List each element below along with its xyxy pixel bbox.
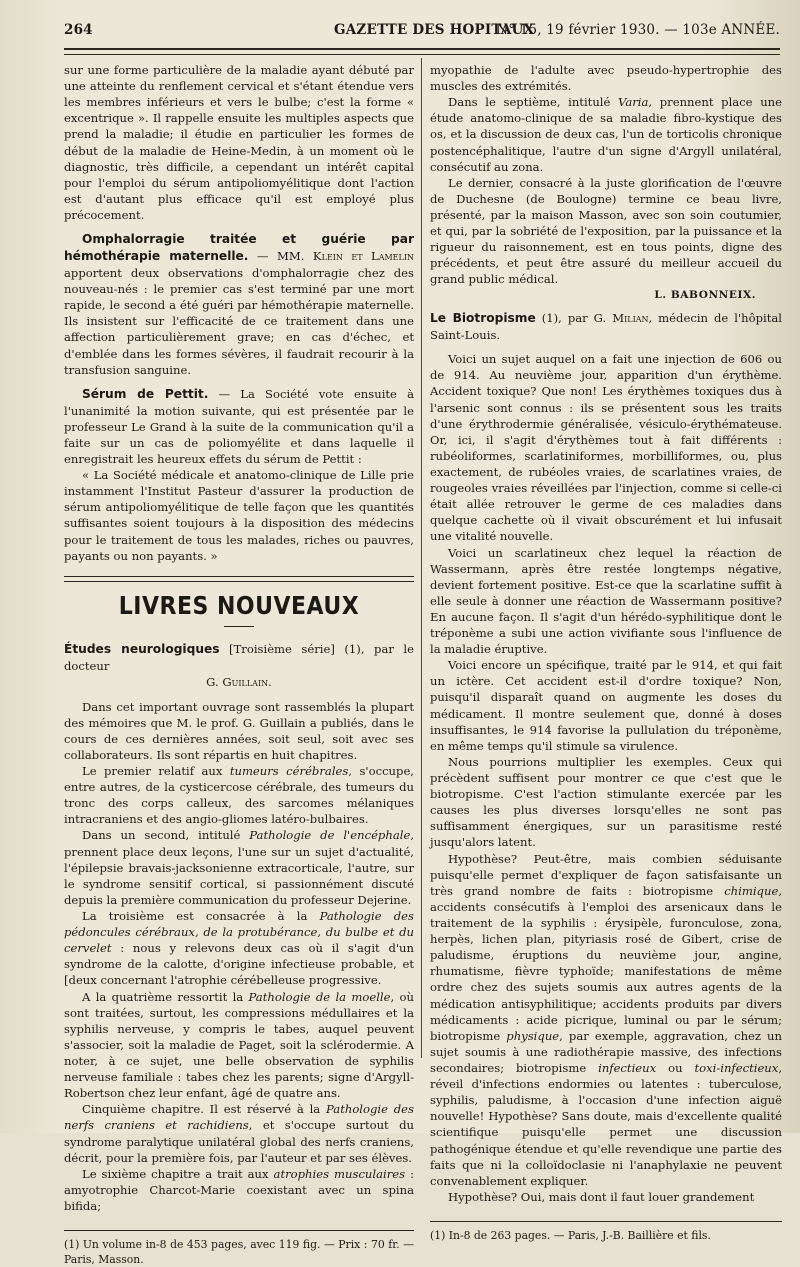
footnote: (1) Un volume in-8 de 453 pages, avec 119 fig. — Prix : 70 fr. — Paris, Masson. [64,1238,414,1267]
quote-paragraph: « La Société médicale et anatomo-clinique de Lille prie instamment l'Institut Pasteur d'assurer la production de sérum antipoliomyélitique de telle façon que les quantités suffisantes soient toujours à la disposition des médecins pour le traitement de tous les malades, riches ou pauvres, payants ou non payants. » [64,468,414,563]
paragraph: sur une forme particulière de la maladie ayant débuté par une atteinte du renflement cervical et s'étant étendue vers les membres inférieurs et vers le bulbe; c'est la forme « excentrique ». Il rappelle ensuite les multiples aspects que prend la maladie; il étudie en particulier les formes de début de la maladie de Heine-Medin, à un moment où le diagnostic, très difficile, a cependant un intérêt capital pour l'emploi du sérum antipoliomyélitique dont l'action est d'autant plus efficace qu'il est employé plus précocement. [64,63,414,222]
section-title: Omphalorragie traitée et guérie par hémothérapie maternelle. [64,232,414,264]
section-serum-pettit: Sérum de Pettit. — La Société vote ensuite à l'unanimité la motion suivante, qui est présentée par le professeur Le Grand à la suite de la communication qu'il a faite sur un cas de poliomyélite et dans laquelle il enregistrait les heureux effets du sérum de Pettit : [64,386,414,467]
paragraph: La troisième est consacrée à la Pathologie des pédoncules cérébraux, de la protubérance, du bulbe et du cervelet : nous y relevons deux cas où il s'agit d'un syndrome de la calotte, d'origine infectieuse probable, et [deux concernant l'atrophie cérébelleuse progressive. [64,908,414,988]
book-author: Milian [612,311,649,326]
paragraph: myopathie de l'adulte avec pseudo-hypertrophie des muscles des extrémités. [430,63,782,94]
column-separator [421,58,422,1058]
paragraph: Cinquième chapitre. Il est réservé à la Pathologie des nerfs craniens et rachidiens, et s'occupe surtout du syndrome paralytique unilatéral global des nerfs craniens, décrit, pour la première fois, par l'auteur et par ses élèves. [64,1102,414,1165]
right-column [430,62,782,1243]
journal-title: GAZETTE DES HOPITAUX [334,22,535,38]
page-number: 264 [64,22,93,38]
issue-line: N° 15, 19 février 1930. — 103e ANNÉE. [496,22,780,38]
paragraph: Le premier relatif aux tumeurs cérébrales, s'occupe, entre autres, de la cysticercose cérébrale, des tumeurs du tronc des corps calleux, des sarcomes mélaniques intracraniens et des angio-gliomes latéro-bulbaires. [64,764,414,827]
paragraph: Hypothèse? Oui, mais dont il faut louer grandement [448,1189,755,1204]
paragraph: Le sixième chapitre a trait aux atrophies musculaires : amyotrophie Charcot-Marie coexistant avec un spina bifida; [64,1166,414,1213]
paragraph: Dans cet important ouvrage sont rassemblés la plupart des mémoires que M. le prof. G. Guillain a publiés, dans le cours de ces dernières années, soit seul, soit avec ses collaborateurs. Ils sont répartis en huit chapitres. [64,699,414,762]
left-column [64,62,414,1267]
section-title: Sérum de Pettit. [82,386,209,401]
paragraph: Dans le septième, intitulé Varia, prennent place une étude anatomo-clinique de sa maladie fibro-kystique des os, et la discussion de deux cas, l'un de torticolis chronique postencéphalitique, l'autre d'un signe d'Argyll unilatéral, consécutif au zona. [430,95,782,174]
book-author: G. Guillain. [206,675,272,690]
livres-nouveaux-heading: LIVRES NOUVEAUX [118,591,360,621]
paragraph: Dans un second, intitulé Pathologie de l'encéphale, prennent place deux leçons, l'une sur un sujet d'actualité, l'épilepsie bravais-jacksonienne extracorticale, l'autre, sur le syndrome sensitif cortical, si passionnément discuté depuis la première communication du professeur Dejerine. [64,828,414,907]
section-omphalorragie: Omphalorragie traitée et guérie par hémothérapie maternelle. — MM. Klein et Lamelin apportent deux observations d'omphalorragie chez des nouveau-nés : le premier cas s'est terminé par une mort rapide, le second a été guéri par hémothérapie maternelle. Ils insistent sur l'efficacité de ce traitement dans une affection particulièrement grave; en cas d'échec, et d'emblée dans les formes sévères, il faudrait recourir à la transfusion sanguine. [64,232,414,377]
paragraph: A la quatrième ressortit la Pathologie de la moelle, où sont traitées, surtout, les compressions médullaires et la syphilis nerveuse, y compris le tabes, auquel peuvent s'associer, soit la maladie de Paget, soit la sclérodermie. A noter, à ce sujet, une belle observation de syphilis nerveuse familiale : tabes chez les parents; signe d'Argyll-Robertson chez leur enfant, âgé de quatre ans. [64,989,414,1101]
paragraph: Nous pourrions multiplier les exemples. Ceux qui précèdent suffisent pour montrer ce que c'est que le biotropisme. C'est l'action stimulante exercée par les causes les plus diverses lorsqu'elles ne sont pas suffisamment énergiques, sur un parasitisme resté jusqu'alors latent. [430,754,782,850]
section-divider [64,576,414,582]
page-header [64,22,780,44]
authors: Klein et Lamelin [312,249,414,264]
footnote-rule [64,1230,414,1231]
book-title: Le Biotropisme [430,311,536,326]
book-title-line: Études neurologiques [Troisième série] (1), par le docteur [64,642,414,674]
header-rule [64,48,780,55]
heading-underline [224,626,254,627]
paragraph: Hypothèse? Peut-être, mais combien séduisante puisqu'elle permet d'expliquer de façon satisfaisante un très grand nombre de faits : biotropisme chimique, accidents consécutifs à l'emploi des arsenicaux dans le traitement de la syphilis : érysipèle, furonculose, zona, herpès, lichen plan, pityriasis rosé de Gibert, crise de paludisme, éruptions du neuvième jour, angine, rhumatisme, fièvre typhoïde; manifestations de même ordre chez des sujets soumis aux autres agents de la médication antisyphilitique; accidents produits par divers médicaments : acide picrique, luminal ou par le sérum; biotropisme physique, par exemple, aggravation, chez un sujet soumis à une radiothérapie massive, des infections secondaires; biotropisme infectieux ou toxi-infectieux, réveil d'infections endormies ou latentes : tuberculose, syphilis, paludisme, à l'occasion d'une infection aiguë nouvelle! Hypothèse? Sans doute, mais d'excellente qualité scientifique puisqu'elle permet une discussion pathogénique étendue et qu'elle revendique une partie des faits que ni la colloïdoclasie ni l'anaphylaxie ne peuvent convenablement expliquer. [430,851,782,1188]
footnote: (1) In-8 de 263 pages. — Paris, J.-B. Baillière et fils. [430,1228,711,1242]
paragraph: Voici encore un spécifique, traité par le 914, et qui fait un ictère. Cet accident est-il d'ordre toxique? Non, puisqu'il disparaît quand on augmente les doses du médicament. Il montre seulement que, donné à doses insuffisantes, le 914 favorise la pullulation du tréponème, en même temps qu'il stimule sa virulence. [430,658,782,753]
paragraph: Voici un scarlatineux chez lequel la réaction de Wassermann, après être restée longtemps négative, devient fortement positive. Est-ce que la scarlatine suffit à elle seule à donner une réaction de Wassermann positive? En aucune façon. Il s'agit d'un hérédo-syphilitique dont le tréponème a subi une action vivifiante sous l'influence de la maladie éruptive. [430,545,782,657]
book-title-line: Le Biotropisme (1), par G. Milian, médecin de l'hôpital Saint-Louis. [430,311,782,343]
paragraph: Voici un sujet auquel on a fait une injection de 606 ou de 914. Au neuvième jour, apparition d'un érythème. Accident toxique? Que non! Les érythèmes toxiques dus à l'arsenic sont connus : ils se présentent sous les traits d'une érythrodermie généralisée, vésiculo-érythémateuse. Or, ici, il s'agit d'érythèmes tout à fait différents : rubéoliformes, scarlatiniformes, morbilliformes, ou, plus exactement, de rubéoles vraies, de scarlatines vraies, de rougeoles vraies réveillées par l'injection, comme si celle-ci était allée retrouver le germe de ces maladies dans quelque cachette où il vivait obscurément et lui infusait une vitalité nouvelle. [430,352,782,544]
paragraph: Le dernier, consacré à la juste glorification de l'œuvre de Duchesne (de Boulogne) termine ce beau livre, présenté, par la maison Masson, avec son soin coutumier, et qui, par la sobriété de l'exposition, par la puissance et la rigueur du raisonnement, est en tous points, digne des précédents, et peut être assuré du meilleur accueil du grand public médical. [430,175,782,287]
book-title: Études neurologiques [64,642,220,657]
signature: L. BABONNEIX. [654,288,756,301]
footnote-rule [430,1221,782,1222]
